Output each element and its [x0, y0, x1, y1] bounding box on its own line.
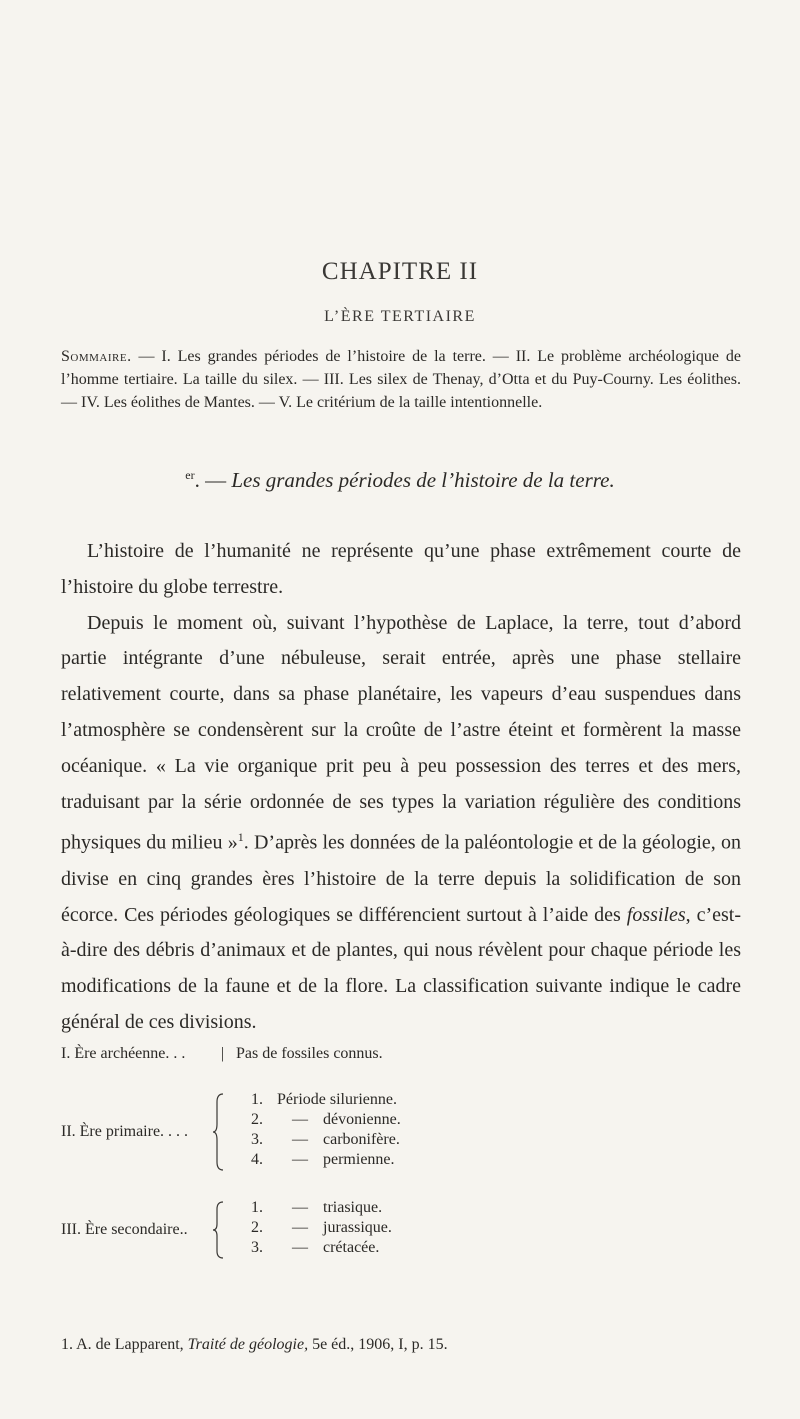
era-label: I. Ère archéenne. . .	[61, 1045, 186, 1062]
paragraph-2-part-b: . D’après les données de la paléontologie et de la géologie, on divise en cinq grandes ères l’histoire de la terre depuis la solidification de son écorce. Ces périodes géologiques se différencient surtout à l’aide des	[61, 832, 741, 926]
brace-icon	[213, 1092, 227, 1172]
period-row: 2. — dévonienne.	[251, 1111, 401, 1128]
footnote-number: 1.	[61, 1336, 73, 1353]
era-label: II. Ère primaire. . . .	[61, 1123, 189, 1140]
section-marker: er	[185, 468, 195, 482]
section-separator: . —	[194, 468, 232, 492]
footnote-reference: 1	[237, 830, 244, 845]
brace-icon	[213, 1200, 227, 1260]
period-row: 3. — crétacée.	[251, 1239, 380, 1256]
chapter-title: CHAPITRE II	[321, 258, 479, 285]
paragraph-2-part-c: , c’est-à-dire des débris d’animaux et de plantes, qui nous révèlent pour chaque période les modifications de la faune et de la flore. La classification suivante indique le cadre général de ces divisions.	[61, 903, 741, 1034]
paragraph-1: L’histoire de l’humanité ne représente qu’une phase extrêmement courte de l’histoire du globe terrestre.	[61, 540, 741, 598]
footnote	[61, 1335, 761, 1355]
era-secondaire	[61, 1198, 741, 1268]
summary-block	[61, 345, 741, 414]
summary-text: — I. Les grandes périodes de l’histoire de la terre. — II. Le problème archéologique de l’homme tertiaire. La taille du silex. — III. Les silex de Thenay, d’Otta et du Puy-Courny. Les éolithes. — IV. Les éolithes de Mantes. — V. Le critérium de la taille intentionnelle.	[61, 348, 741, 411]
footnote-title: Traité de géologie,	[187, 1336, 309, 1353]
era-text: Pas de fossiles connus.	[236, 1045, 383, 1062]
section-title: Les grandes périodes de l’histoire de la terre.	[231, 468, 615, 492]
footnote-details: 5e éd., 1906, I, p. 15.	[312, 1336, 448, 1353]
period-row: 3. — carbonifère.	[251, 1131, 400, 1148]
era-divider: |	[221, 1045, 225, 1062]
period-row: 1. Période silurienne.	[251, 1091, 397, 1108]
era-label: III. Ère secondaire..	[61, 1221, 188, 1238]
paragraph-2-part-a: Depuis le moment où, suivant l’hypothèse de Laplace, la terre, tout d’abord partie intégrante d’une nébuleuse, serait entrée, après une phase stellaire relativement courte, dans sa phase planétaire, les vapeurs d’eau suspendues dans l’atmosphère se condensèrent sur la croûte de l’astre éteint et formèrent la masse océanique. « La vie organique prit peu à peu possession des terres et des mers, traduisant par la série ordonnée de ses types la variation régulière des conditions physiques du milieu »	[61, 611, 741, 855]
paragraph-2	[61, 606, 741, 1041]
era-primaire	[61, 1090, 741, 1180]
emphasis-fossiles: fossiles	[626, 903, 686, 926]
period-row: 1. — triasique.	[251, 1199, 383, 1216]
footnote-author: A. de Lapparent,	[76, 1336, 184, 1353]
section-heading	[0, 468, 800, 493]
period-row: 4. — permienne.	[251, 1151, 395, 1168]
period-row: 2. — jurassique.	[251, 1219, 392, 1236]
era-archeenne	[61, 1044, 741, 1064]
summary-label: Sommaire.	[61, 348, 132, 365]
chapter-subtitle: L’ÈRE TERTIAIRE	[324, 308, 476, 325]
body-text	[61, 534, 741, 1041]
